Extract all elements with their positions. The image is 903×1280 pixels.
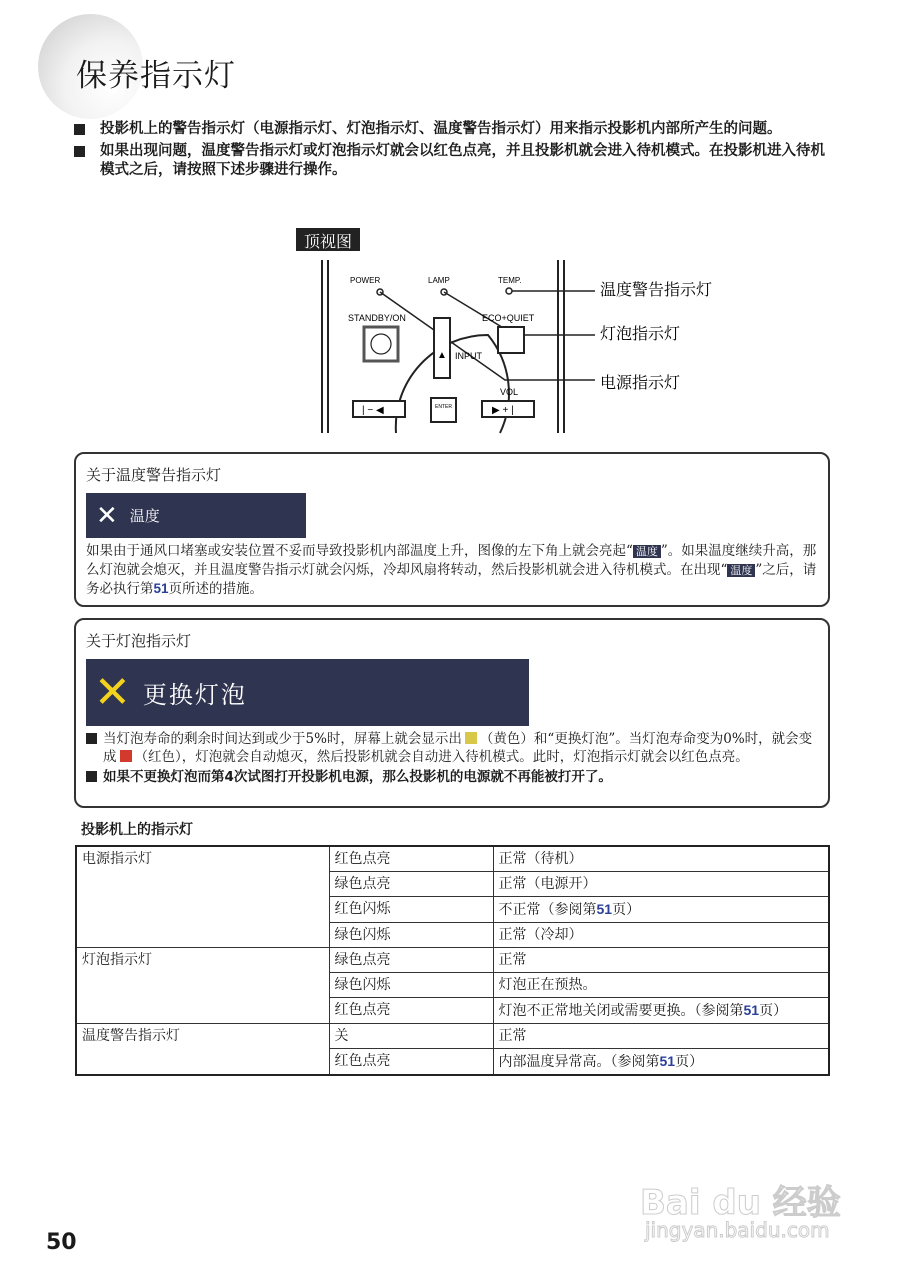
bullet-item: 如果出现问题，温度警告指示灯或灯泡指示灯就会以红色点亮，并且投影机就会进入待机模式。在投影机进入待机模式之后，请按照下述步骤进行操作。 <box>74 142 839 180</box>
indicator-meaning: 正常 <box>493 1024 829 1049</box>
indicator-meaning: 正常 <box>493 948 829 973</box>
indicator-state: 红色点亮 <box>329 1049 493 1076</box>
table-row <box>76 846 829 872</box>
input-up-button[interactable] <box>434 318 450 378</box>
vol-label: VOL <box>500 387 519 397</box>
indicator-meaning: 灯泡正在预热。 <box>493 973 829 998</box>
indicator-state: 红色闪烁 <box>329 897 493 923</box>
enter-label: ENTER <box>435 404 452 410</box>
eco-quiet-button[interactable] <box>498 327 524 353</box>
enter-button[interactable] <box>431 398 456 422</box>
standby-label: STANDBY/ON <box>348 313 406 323</box>
indicator-table <box>75 845 830 1076</box>
indicator-name: 电源指示灯 <box>76 846 329 948</box>
temp-banner: ✕ 温度 <box>86 493 306 538</box>
page-number: 50 <box>46 1230 77 1255</box>
top-view-tag: 顶视图 <box>296 228 360 251</box>
indicator-state: 绿色闪烁 <box>329 973 493 998</box>
indicator-meaning: 不正常（参阅第51页） <box>493 897 829 923</box>
temp-led-icon <box>506 288 512 294</box>
indicator-state: 红色点亮 <box>329 998 493 1024</box>
lamp-replace-icon: ✕ <box>94 667 131 718</box>
baidu-watermark-url: jingyan.baidu.com <box>645 1218 830 1242</box>
indicator-meaning: 内部温度异常高。（参阅第51页） <box>493 1049 829 1076</box>
temp-box-heading: 关于温度警告指示灯 <box>86 466 222 484</box>
indicator-name: 灯泡指示灯 <box>76 948 329 1024</box>
red-lamp-icon <box>120 750 132 762</box>
up-arrow-icon: ▲ <box>437 350 447 361</box>
table-row <box>76 948 829 973</box>
temp-warning-box <box>74 452 830 607</box>
standby-button[interactable] <box>364 327 398 361</box>
page-title: 保养指示灯 <box>76 58 236 94</box>
temp-label: TEMP. <box>498 276 522 285</box>
table-caption: 投影机上的指示灯 <box>81 822 193 838</box>
indicator-meaning: 正常（待机） <box>493 846 829 872</box>
indicator-state: 红色点亮 <box>329 846 493 872</box>
lamp-bullet-2: 如果不更换灯泡而第4次试图打开投影机电源，那么投影机的电源就不再能被打开了。 <box>86 768 818 786</box>
lamp-banner: ✕ 更换灯泡 <box>86 659 529 726</box>
indicator-meaning: 正常（冷却） <box>493 923 829 948</box>
temp-warning-icon: ✕ <box>96 500 118 531</box>
indicator-state: 绿色点亮 <box>329 872 493 897</box>
lamp-indicator-box <box>74 618 830 808</box>
indicator-state: 关 <box>329 1024 493 1049</box>
bullet-item: 投影机上的警告指示灯（电源指示灯、灯泡指示灯、温度警告指示灯）用来指示投影机内部所产生的问题。 <box>74 120 839 139</box>
baidu-watermark: Bai du 经验 <box>640 1183 841 1223</box>
table-row <box>76 1024 829 1049</box>
indicator-meaning: 正常（电源开） <box>493 872 829 897</box>
indicator-state: 绿色点亮 <box>329 948 493 973</box>
indicator-state: 绿色闪烁 <box>329 923 493 948</box>
callout-temp: 温度警告指示灯 <box>600 280 713 299</box>
yellow-lamp-icon <box>465 732 477 744</box>
input-label: INPUT <box>455 351 482 361</box>
bullet-square-icon <box>74 146 85 157</box>
lamp-bullet-1: 当灯泡寿命的剩余时间达到或少于5%时，屏幕上就会显示出 （黄色）和“更换灯泡”。当灯泡寿命变为0%时，就会变成 （红色），灯泡就会自动熄灭，然后投影机就会自动进入待机模式。此时，灯泡指示灯就会以红色点亮。 <box>86 730 818 766</box>
control-panel-diagram <box>300 255 740 435</box>
minus-left-icon: | − ◀ <box>362 405 384 416</box>
power-label: POWER <box>350 276 381 285</box>
indicator-name: 温度警告指示灯 <box>76 1024 329 1076</box>
temp-box-text: 如果由于通风口堵塞或安装位置不妥而导致投影机内部温度上升，图像的左下角上就会亮起“ 温度 ”。如果温度继续升高，那么灯泡就会熄灭，并且温度警告指示灯就会闪烁，冷却风扇将转动，然后投影机就会进入待机模式。在出现“ 温度 ”之后，请务必执行第51页所述的措施。 <box>86 543 817 597</box>
lamp-label: LAMP <box>428 276 450 285</box>
indicator-meaning: 灯泡不正常地关闭或需要更换。（参阅第51页） <box>493 998 829 1024</box>
plus-right-icon: ▶ + | <box>492 405 514 416</box>
lamp-box-heading: 关于灯泡指示灯 <box>86 632 192 650</box>
callout-lamp: 灯泡指示灯 <box>600 324 681 343</box>
bullet-square-icon <box>74 124 85 135</box>
intro-bullets <box>74 120 839 183</box>
eco-label: ECO+QUIET <box>482 313 535 323</box>
callout-power: 电源指示灯 <box>600 373 681 392</box>
